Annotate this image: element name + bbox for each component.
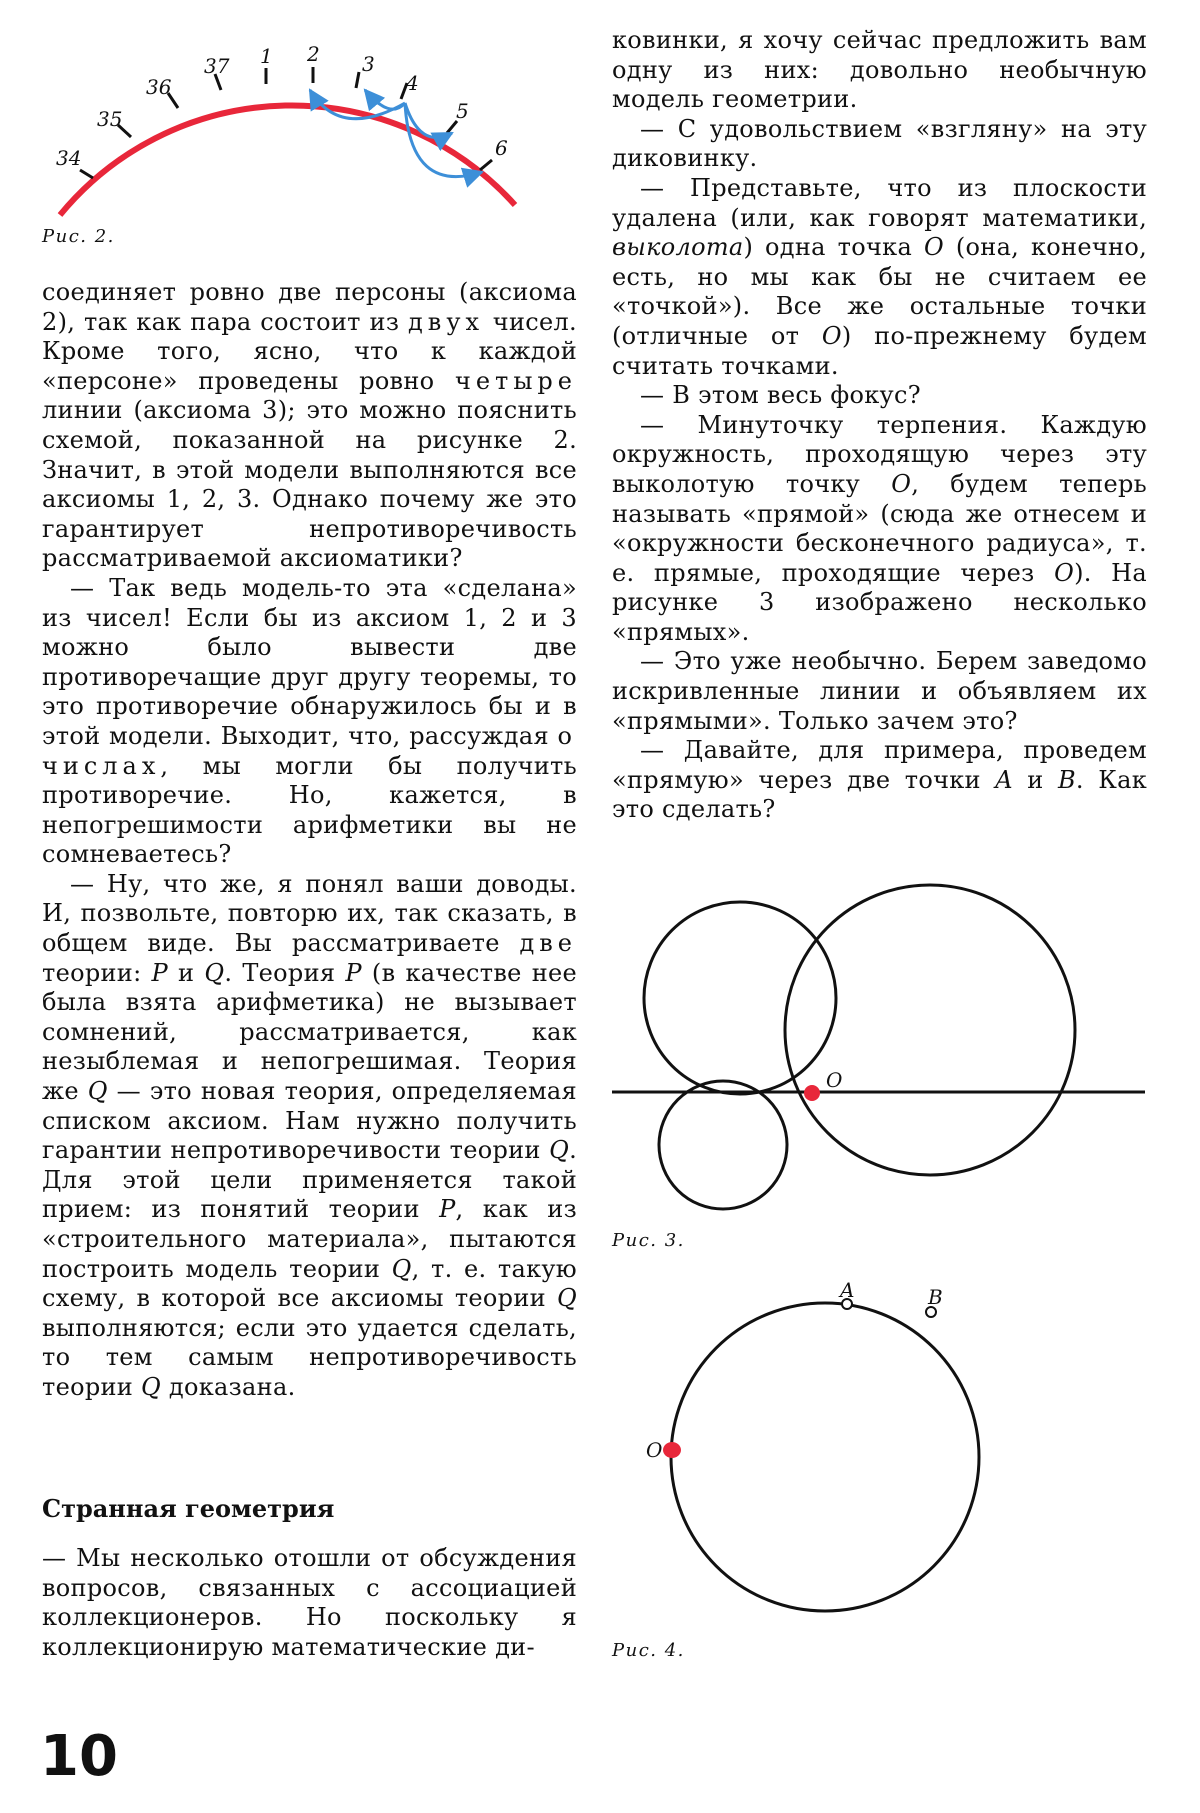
section-heading: Странная геометрия xyxy=(42,1494,335,1523)
figure-2 xyxy=(0,0,600,240)
right-column xyxy=(612,26,1147,825)
label-35: 35 xyxy=(97,107,123,131)
paragraph: соединяет ровно две персоны (аксиома 2), так как пара состоит из двух чисел. Кроме того, ясно, что к каждой «персоне» проведены ровно четыре линии (аксиома 3); это можно пояснить схемой, показанной на рисунке 2. Значит, в этой модели выполняются все аксиомы 1, 2, 3. Однако почему же это гарантирует непротиворечивость рассматриваемой аксиоматики? xyxy=(42,278,577,573)
paragraph: — В этом весь фокус? xyxy=(640,381,921,410)
label-36: 36 xyxy=(146,75,172,99)
circle-small-left xyxy=(644,902,836,1094)
paragraph: — С удовольствием «взгляну» на эту диковинку. xyxy=(612,114,1147,173)
circle-large-right xyxy=(785,885,1075,1175)
point-o-label: O xyxy=(646,1438,663,1462)
left-column-tail xyxy=(42,1544,577,1662)
label-6: 6 xyxy=(495,136,508,160)
point-o xyxy=(804,1085,820,1101)
circle-bottom xyxy=(659,1081,787,1209)
label-5: 5 xyxy=(456,99,469,123)
paragraph: ковинки, я хочу сейчас предложить вам одну из них: довольно необычную модель геометрии. xyxy=(612,26,1147,114)
label-4: 4 xyxy=(406,71,419,95)
figure-3-caption: Рис. 3. xyxy=(612,1230,685,1251)
label-3: 3 xyxy=(362,52,375,76)
page-number: 10 xyxy=(40,1724,118,1789)
left-column xyxy=(42,278,577,1403)
label-1: 1 xyxy=(260,44,273,68)
paragraph: — Мы несколько отошли от обсуждения вопросов, связанных с ассоциацией коллекционеров. Но поскольку я коллекционирую математические ди- xyxy=(42,1544,577,1661)
figure-4 xyxy=(600,1278,1200,1620)
point-a-label: A xyxy=(840,1278,855,1302)
figure-3 xyxy=(600,880,1200,1230)
paragraph: — Давайте, для примера, проведем «прямую» через две точки A и B. Как это сделать? xyxy=(612,736,1148,824)
paragraph: — Это уже необычно. Берем заведомо искривленные линии и объявляем их «прямыми». Только зачем это? xyxy=(612,647,1147,735)
paragraph: — Минуточку терпения. Каждую окружность, проходящую через эту выколотую точку O, будем теперь называть «прямой» (сюда же отнесем и «окружности бесконечного радиуса», т. е. прямые, проходящие через O). На рисунке 3 изображено несколько «прямых». xyxy=(612,410,1148,646)
label-34: 34 xyxy=(56,146,82,170)
point-o xyxy=(663,1442,681,1458)
point-b-label: B xyxy=(928,1285,943,1309)
paragraph: — Так ведь модель-то эта «сделана» из чисел! Если бы из аксиом 1, 2 и 3 можно было вывести две противоречащие друг другу теоремы, то это противоречие обнаружилось бы и в этой модели. Выходит, что, рассуждая о числах, мы могли бы получить противоречие. Но, кажется, в непогрешимости арифметики вы не сомневаетесь? xyxy=(42,573,577,869)
circle xyxy=(671,1303,979,1611)
label-2: 2 xyxy=(307,42,320,66)
figure-4-caption: Рис. 4. xyxy=(612,1640,685,1661)
label-37: 37 xyxy=(204,54,230,78)
arc-ticks xyxy=(80,67,492,178)
paragraph: — Ну, что же, я понял ваши доводы. И, позвольте, повторю их, так сказать, в общем виде. Вы рассматриваете две теории: P и Q. Теория P (в качестве нее была взята арифметика) не вызывает сомнений, рассматривается, как незыблемая и непогрешимая. Теория же Q — это новая теория, определяемая списком аксиом. Нам нужно получить гарантии непротиворечивости теории Q. Для этой цели применяется такой прием: из понятий теории P, как из «строительного материала», пытаются построить модель теории Q, т. е. такую схему, в которой все аксиомы теории Q выполняются; если это удается сделать, то тем самым непротиворечивость теории Q доказана. xyxy=(42,869,578,1401)
figure-2-caption: Рис. 2. xyxy=(42,226,115,247)
paragraph: — Представьте, что из плоскости удалена (или, как говорят математики, выколота) одна точка O (она, конечно, есть, но мы как бы не считаем ее «точкой»). Все же остальные точки (отличные от O) по-прежнему будем считать точками. xyxy=(612,173,1147,380)
point-o-label: O xyxy=(826,1068,843,1092)
number-circle-arc xyxy=(60,105,515,215)
